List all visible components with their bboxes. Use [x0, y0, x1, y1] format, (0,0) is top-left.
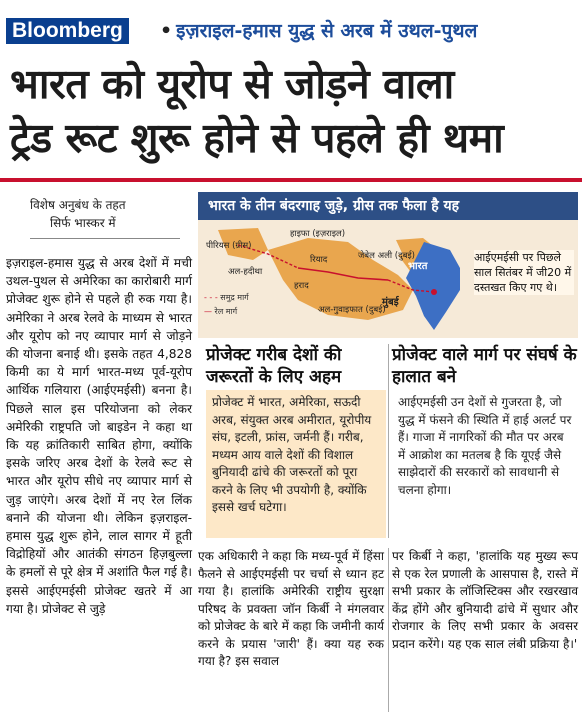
label-haradh: हराद: [294, 281, 309, 291]
box2-heading: प्रोजेक्ट वाले मार्ग पर संघर्ष के हालात बने: [392, 345, 577, 387]
section-kicker: [160, 18, 477, 44]
middle-column-text: एक अधिकारी ने कहा कि मध्य-पूर्व में हिंसा फैलने से आईएमईसी पर चर्चा से ध्यान हट गया है। हालांकि अमेरिकी राष्ट्रीय सुरक्षा परिषद के प्रवक्ता जॉन किर्बी ने मंगलवार को प्रोजेक्ट के बारे में कहा कि जमीनी कार्य करने के प्रयास 'जारी' हैं। क्या यह रुक गया है? इस सवाल: [198, 549, 384, 668]
legend-rail-label: रेल मार्ग: [214, 307, 238, 316]
left-column-text: इज़राइल-हमास युद्ध से अरब देशों में मची उथल-पुथल से अमेरिका का कारोबारी मार्ग प्रोजेक्ट शुरू होने से पहले ही रुक गया है। अमेरिका ने अरब रेलवे के माध्यम से भारत और यूरोप को नए व्यापार मार्ग से जोड़ने की योजना बनाई थी। इसके तहत 4,828 किमी का ये मार्ग भारत-मध्य पूर्व-यूरोप आर्थिक गलियारा (आईएमईसी) बनना है। पिछले साल इस परियोजना को लेकर अमेरिकी राष्ट्रपति जो बाइडेन ने कहा था कि यह क्रांतिकारी साबित होगा, क्योंकि इसके जरिए अरब देशों के रेलवे रूट से भारत और यूरोप सीधे नए व्यापार मार्ग से जुड़ जाएंगे। अरब देशों में नए रेल लिंक बनाने की योजना थी। लेकिन इज़राइल-हमास युद्ध शुरू होने, लाल सागर में हूती विद्रोहियों और आतंकी संगठन हिज़बुल्ला के हमलों से पूरे क्षेत्र में अशांति फैल गई है। इससे आईएमईसी प्रोजेक्ट खतरे में आ गया है। प्रोजेक्ट से जुड़े: [6, 256, 192, 616]
masthead: [0, 0, 582, 62]
label-al-ghuwaifat: अल-गुवाइफात (दुबई): [318, 305, 386, 315]
legend-sea-route: - - - समुद्र मार्ग: [204, 293, 249, 302]
article-right-column: [392, 548, 578, 653]
article-left-column: [6, 254, 192, 618]
headline-line-1: भारत को यूरोप से जोड़ने वाला: [10, 60, 454, 108]
label-riyadh: रियाद: [310, 255, 328, 265]
box2-text: आईएमईसी उन देशों से गुजरता है, जो युद्ध में फंसने की स्थिति में हाई अलर्ट पर हैं। गाजा में नागरिकों की मौत पर अरब में आक्रोश का मतलब है कि यूएई जैसे साझेदारों की सरकारों को सावधानी से चलना होगा।: [392, 390, 578, 538]
label-india: भारत: [408, 261, 428, 272]
divider: [0, 178, 582, 182]
box1-heading: प्रोजेक्ट गरीब देशों की जरूरतों के लिए अहम: [206, 345, 342, 387]
map-title: भारत के तीन बंदरगाह जुड़े, ग्रीस तक फैला है यह: [198, 192, 578, 220]
column-separator-bottom: [388, 548, 389, 712]
headline-line-2: ट्रेड रूट शुरू होने से पहले ही थमा: [10, 114, 504, 162]
label-jebel-ali: जेबेल अली (दुबई): [358, 251, 415, 261]
legend-rail-route: — रेल मार्ग: [204, 307, 238, 316]
mumbai-marker: [431, 289, 437, 295]
right-column-text: पर किर्बी ने कहा, 'हालांकि यह मुख्य रूप से एक रेल प्रणाली के आसपास है, रास्ते में सभी प्रकार के लॉजिस्टिक्स और रखरखाव केंद्र होंगे और बुनियादी ढांचे में सुधार और रोजगार के लिए सभी प्रकार के अवसर प्रदान करेंगे। यह एक साल लंबी प्रक्रिया है।': [392, 549, 578, 651]
label-mumbai: मुंबई: [382, 297, 399, 308]
article-middle-column: [198, 548, 384, 671]
kicker-bullet: •: [160, 20, 173, 42]
byline-line-2: सिर्फ भास्कर में: [50, 216, 116, 230]
label-al-haditha: अल-हदीथा: [228, 267, 263, 277]
bloomberg-logo: Bloomberg: [6, 18, 129, 44]
label-piraeus: पीरियस (ग्रीस): [206, 241, 252, 251]
kicker-text: इज़राइल-हमास युद्ध से अरब में उथल-पुथल: [176, 20, 478, 42]
byline-line-1: विशेष अनुबंध के तहत: [30, 198, 126, 212]
column-separator: [388, 344, 389, 538]
box1-text: प्रोजेक्ट में भारत, अमेरिका, सऊदी अरब, संयुक्त अरब अमीरात, यूरोपीय संघ, इटली, फ्रांस, जर्मनी हैं। गरीब, मध्यम आय वाले देशों की विशाल बुनियादी ढांचे की जरूरतों को पूरा करने के लिए भी उपयोगी है, क्योंकि इससे खर्च घटेगा।: [206, 390, 386, 538]
byline-rule: [30, 238, 180, 239]
byline: [30, 196, 200, 239]
map-note: आईएमईसी पर पिछले साल सितंबर में जी20 में दस्तखत किए गए थे।: [474, 250, 574, 295]
label-haifa: हाइफा (इज़राइल): [290, 229, 346, 239]
legend-sea-label: समुद्र मार्ग: [220, 293, 249, 302]
